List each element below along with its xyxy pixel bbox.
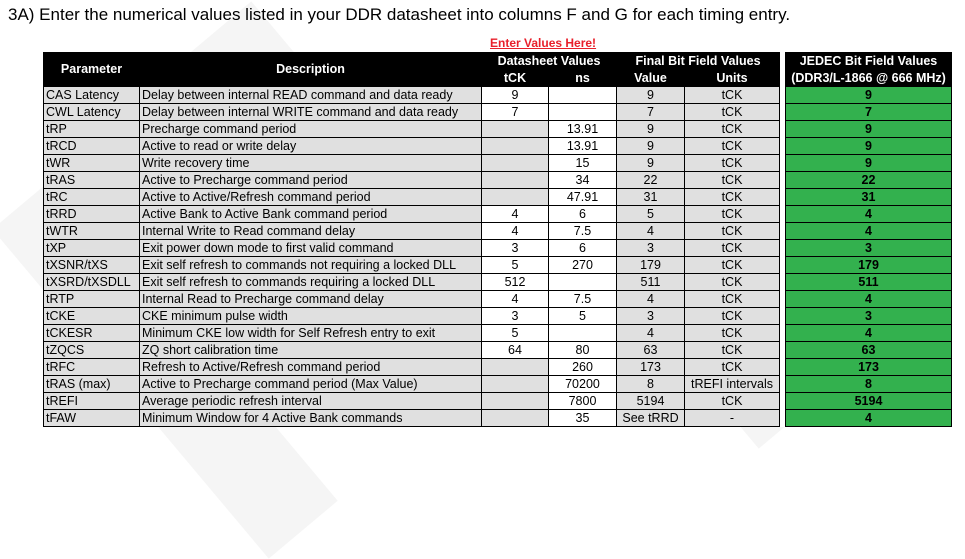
datasheet-ns-input[interactable]: 13.91 — [549, 138, 617, 155]
jedec-value-cell: 511 — [786, 274, 952, 291]
description-cell: Exit self refresh to commands not requiring a locked DLL — [140, 257, 482, 274]
datasheet-tck-input[interactable]: 7 — [482, 104, 549, 121]
table-row — [44, 359, 952, 376]
parameter-cell: tWR — [44, 155, 140, 172]
jedec-value-cell: 7 — [786, 104, 952, 121]
header-tck: tCK — [482, 71, 549, 87]
datasheet-tck-input[interactable] — [482, 393, 549, 410]
datasheet-tck-input[interactable] — [482, 121, 549, 138]
table-row — [44, 172, 952, 189]
final-value-cell: 4 — [617, 223, 685, 240]
datasheet-tck-input[interactable]: 5 — [482, 257, 549, 274]
header-datasheet-values: Datasheet Values — [482, 53, 617, 71]
datasheet-ns-input[interactable]: 70200 — [549, 376, 617, 393]
jedec-value-cell: 4 — [786, 410, 952, 427]
parameter-cell: tREFI — [44, 393, 140, 410]
datasheet-ns-input[interactable] — [549, 325, 617, 342]
description-cell: Active to Active/Refresh command period — [140, 189, 482, 206]
final-value-cell: 9 — [617, 138, 685, 155]
final-units-cell: tCK — [685, 325, 780, 342]
parameter-cell: tXP — [44, 240, 140, 257]
jedec-value-cell: 22 — [786, 172, 952, 189]
parameter-cell: tZQCS — [44, 342, 140, 359]
final-value-cell: 31 — [617, 189, 685, 206]
header-parameter: Parameter — [44, 53, 140, 87]
jedec-value-cell: 179 — [786, 257, 952, 274]
datasheet-ns-input[interactable]: 13.91 — [549, 121, 617, 138]
final-units-cell: tCK — [685, 155, 780, 172]
table-row — [44, 325, 952, 342]
description-cell: Exit power down mode to first valid command — [140, 240, 482, 257]
final-units-cell: tCK — [685, 359, 780, 376]
description-cell: Minimum CKE low width for Self Refresh entry to exit — [140, 325, 482, 342]
datasheet-ns-input[interactable]: 7.5 — [549, 223, 617, 240]
description-cell: Write recovery time — [140, 155, 482, 172]
header-description: Description — [140, 53, 482, 87]
jedec-value-cell: 8 — [786, 376, 952, 393]
parameter-cell: tRFC — [44, 359, 140, 376]
jedec-value-cell: 4 — [786, 223, 952, 240]
final-units-cell: tCK — [685, 206, 780, 223]
jedec-value-cell: 63 — [786, 342, 952, 359]
table-row — [44, 393, 952, 410]
header-units: Units — [685, 71, 780, 87]
final-value-cell: 511 — [617, 274, 685, 291]
final-units-cell: tCK — [685, 308, 780, 325]
table-row — [44, 342, 952, 359]
parameter-cell: CAS Latency — [44, 87, 140, 104]
jedec-value-cell: 3 — [786, 308, 952, 325]
datasheet-tck-input[interactable]: 4 — [482, 291, 549, 308]
description-cell: Active Bank to Active Bank command period — [140, 206, 482, 223]
datasheet-tck-input[interactable]: 3 — [482, 240, 549, 257]
datasheet-tck-input[interactable]: 4 — [482, 206, 549, 223]
parameter-cell: tRRD — [44, 206, 140, 223]
timing-rows — [44, 87, 952, 427]
parameter-cell: tRCD — [44, 138, 140, 155]
final-value-cell: 9 — [617, 155, 685, 172]
parameter-cell: tCKE — [44, 308, 140, 325]
table-row — [44, 257, 952, 274]
final-units-cell: - — [685, 410, 780, 427]
table-row — [44, 291, 952, 308]
jedec-value-cell: 9 — [786, 155, 952, 172]
datasheet-ns-input[interactable]: 35 — [549, 410, 617, 427]
jedec-value-cell: 3 — [786, 240, 952, 257]
table-row — [44, 189, 952, 206]
header-jedec-line2: (DDR3/L-1866 @ 666 MHz) — [786, 71, 952, 87]
parameter-cell: tRTP — [44, 291, 140, 308]
table-row — [44, 121, 952, 138]
description-cell: Active to Precharge command period (Max Value) — [140, 376, 482, 393]
jedec-value-cell: 4 — [786, 325, 952, 342]
table-row — [44, 104, 952, 121]
final-value-cell: 4 — [617, 291, 685, 308]
jedec-value-cell: 4 — [786, 206, 952, 223]
final-value-cell: See tRRD — [617, 410, 685, 427]
final-units-cell: tCK — [685, 223, 780, 240]
table-row — [44, 138, 952, 155]
final-value-cell: 22 — [617, 172, 685, 189]
datasheet-tck-input[interactable] — [482, 189, 549, 206]
datasheet-ns-input[interactable]: 34 — [549, 172, 617, 189]
final-value-cell: 9 — [617, 121, 685, 138]
datasheet-ns-input[interactable]: 47.91 — [549, 189, 617, 206]
final-units-cell: tCK — [685, 138, 780, 155]
description-cell: CKE minimum pulse width — [140, 308, 482, 325]
datasheet-tck-input[interactable]: 9 — [482, 87, 549, 104]
parameter-cell: tRC — [44, 189, 140, 206]
final-value-cell: 5 — [617, 206, 685, 223]
parameter-cell: tXSRD/tXSDLL — [44, 274, 140, 291]
final-units-cell: tCK — [685, 393, 780, 410]
description-cell: Active to Precharge command period — [140, 172, 482, 189]
datasheet-tck-input[interactable]: 64 — [482, 342, 549, 359]
final-value-cell: 179 — [617, 257, 685, 274]
table-row — [44, 87, 952, 104]
header-ns: ns — [549, 71, 617, 87]
final-value-cell: 9 — [617, 87, 685, 104]
table-row — [44, 376, 952, 393]
table-row — [44, 308, 952, 325]
page-title: 3A) Enter the numerical values listed in your DDR datasheet into columns F and G for each timing entry. — [8, 5, 791, 24]
jedec-value-cell: 173 — [786, 359, 952, 376]
description-cell: Delay between internal READ command and data ready — [140, 87, 482, 104]
datasheet-ns-input[interactable]: 6 — [549, 240, 617, 257]
datasheet-tck-input[interactable] — [482, 172, 549, 189]
description-cell: Average periodic refresh interval — [140, 393, 482, 410]
jedec-value-cell: 4 — [786, 291, 952, 308]
parameter-cell: CWL Latency — [44, 104, 140, 121]
parameter-cell: tXSNR/tXS — [44, 257, 140, 274]
datasheet-ns-input[interactable]: 260 — [549, 359, 617, 376]
parameter-cell: tRP — [44, 121, 140, 138]
table-row — [44, 206, 952, 223]
jedec-value-cell: 9 — [786, 87, 952, 104]
header-value: Value — [617, 71, 685, 87]
parameter-cell: tRAS (max) — [44, 376, 140, 393]
final-units-cell: tCK — [685, 104, 780, 121]
datasheet-tck-input[interactable]: 5 — [482, 325, 549, 342]
final-value-cell: 4 — [617, 325, 685, 342]
datasheet-ns-input[interactable]: 15 — [549, 155, 617, 172]
description-cell: Minimum Window for 4 Active Bank commands — [140, 410, 482, 427]
datasheet-ns-input[interactable] — [549, 87, 617, 104]
final-units-cell: tCK — [685, 274, 780, 291]
header-jedec-line1: JEDEC Bit Field Values — [786, 53, 952, 71]
final-units-cell: tCK — [685, 291, 780, 308]
datasheet-ns-input[interactable] — [549, 104, 617, 121]
datasheet-ns-input[interactable] — [549, 274, 617, 291]
table-row — [44, 410, 952, 427]
final-units-cell: tCK — [685, 189, 780, 206]
datasheet-tck-input[interactable]: 512 — [482, 274, 549, 291]
timing-table — [43, 52, 952, 427]
datasheet-tck-input[interactable]: 4 — [482, 223, 549, 240]
datasheet-ns-input[interactable]: 80 — [549, 342, 617, 359]
table-row — [44, 223, 952, 240]
final-units-cell: tCK — [685, 240, 780, 257]
final-units-cell: tCK — [685, 342, 780, 359]
datasheet-tck-input[interactable] — [482, 138, 549, 155]
datasheet-ns-input[interactable]: 270 — [549, 257, 617, 274]
enter-values-label: Enter Values Here! — [490, 36, 597, 50]
final-units-cell: tCK — [685, 87, 780, 104]
datasheet-tck-input[interactable] — [482, 376, 549, 393]
parameter-cell: tWTR — [44, 223, 140, 240]
final-value-cell: 63 — [617, 342, 685, 359]
final-units-cell: tCK — [685, 172, 780, 189]
final-value-cell: 3 — [617, 308, 685, 325]
final-value-cell: 8 — [617, 376, 685, 393]
datasheet-ns-input[interactable]: 7800 — [549, 393, 617, 410]
datasheet-ns-input[interactable]: 5 — [549, 308, 617, 325]
datasheet-tck-input[interactable] — [482, 359, 549, 376]
description-cell: Precharge command period — [140, 121, 482, 138]
datasheet-tck-input[interactable] — [482, 155, 549, 172]
description-cell: Exit self refresh to commands requiring a locked DLL — [140, 274, 482, 291]
datasheet-ns-input[interactable]: 7.5 — [549, 291, 617, 308]
table-row — [44, 155, 952, 172]
table-row — [44, 274, 952, 291]
description-cell: Refresh to Active/Refresh command period — [140, 359, 482, 376]
description-cell: Active to read or write delay — [140, 138, 482, 155]
parameter-cell: tFAW — [44, 410, 140, 427]
jedec-value-cell: 9 — [786, 121, 952, 138]
final-units-cell: tREFI intervals — [685, 376, 780, 393]
final-value-cell: 7 — [617, 104, 685, 121]
description-cell: ZQ short calibration time — [140, 342, 482, 359]
parameter-cell: tCKESR — [44, 325, 140, 342]
datasheet-ns-input[interactable]: 6 — [549, 206, 617, 223]
jedec-value-cell: 5194 — [786, 393, 952, 410]
datasheet-tck-input[interactable] — [482, 410, 549, 427]
final-value-cell: 5194 — [617, 393, 685, 410]
jedec-value-cell: 9 — [786, 138, 952, 155]
header-final-bit-field-values: Final Bit Field Values — [617, 53, 780, 71]
final-units-cell: tCK — [685, 257, 780, 274]
final-units-cell: tCK — [685, 121, 780, 138]
jedec-value-cell: 31 — [786, 189, 952, 206]
parameter-cell: tRAS — [44, 172, 140, 189]
table-row — [44, 240, 952, 257]
description-cell: Internal Read to Precharge command delay — [140, 291, 482, 308]
final-value-cell: 3 — [617, 240, 685, 257]
datasheet-tck-input[interactable]: 3 — [482, 308, 549, 325]
description-cell: Delay between internal WRITE command and data ready — [140, 104, 482, 121]
final-value-cell: 173 — [617, 359, 685, 376]
description-cell: Internal Write to Read command delay — [140, 223, 482, 240]
